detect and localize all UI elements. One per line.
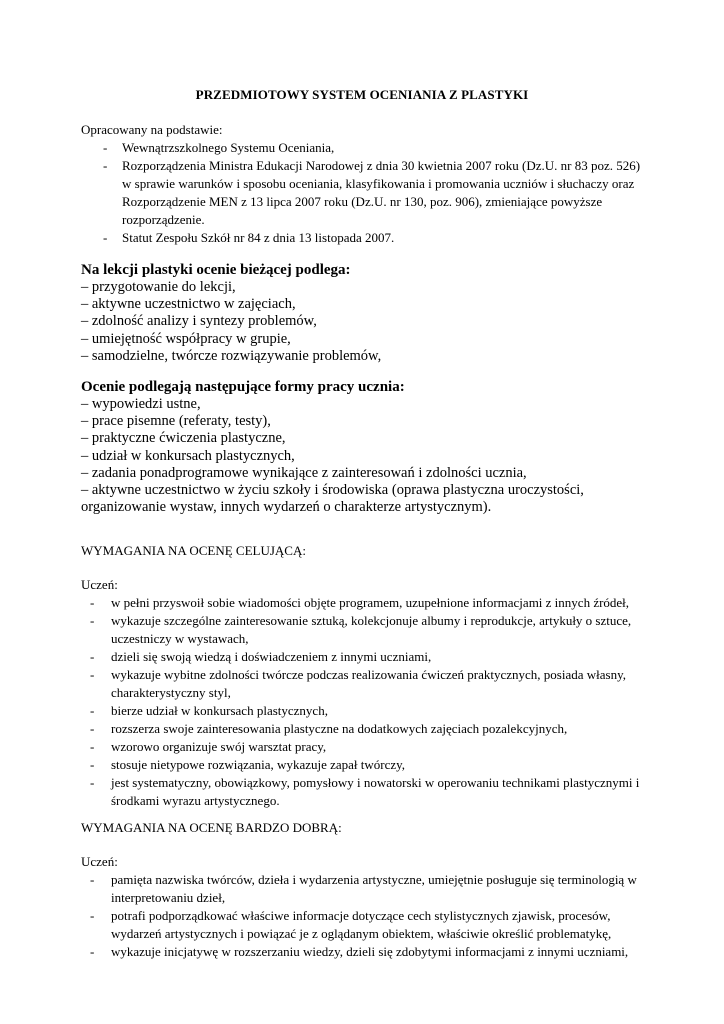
basis-intro: Opracowany na podstawie:	[81, 122, 223, 137]
list-item: - Rozporządzenia Ministra Edukacji Narodowej z dnia 30 kwietnia 2007 roku (Dz.U. nr 83 poz. 526) w sprawie warunków i sposobu oceniania, klasyfikowania i promowania uczniów i słuchaczy oraz Rozporządzenie MEN z 13 lipca 2007 roku (Dz.U. nr 130, poz. 906), zmieniające powyższe rozporządzenie.	[103, 158, 641, 227]
list-item: - w pełni przyswoił sobie wiadomości objęte programem, uzupełnione informacjami z innych źródeł,	[90, 595, 630, 610]
list-item: - wykazuje szczególne zainteresowanie sztuką, kolekcjonuje albumy i reprodukcje, artykuły o sztuce, uczestniczy w wystawach,	[90, 613, 632, 646]
celujaca-item-text: dzieli się swoją wiedzą i doświadczeniem z innymi uczniami,	[111, 649, 432, 664]
bardzo-dobra-heading: WYMAGANIA NA OCENĘ BARDZO DOBRĄ:	[81, 820, 342, 835]
bardzo-dobra-intro: Uczeń:	[81, 854, 118, 869]
celujaca-item-text: w pełni przyswoił sobie wiadomości objęte programem, uzupełnione informacjami z innych źródeł,	[111, 595, 630, 610]
list-item: – udział w konkursach plastycznych,	[81, 447, 295, 464]
lesson-heading: Na lekcji plastyki ocenie bieżącej podlega:	[81, 262, 351, 278]
list-item: - bierze udział w konkursach plastycznych,	[90, 703, 328, 718]
list-item: - jest systematyczny, obowiązkowy, pomysłowy i nowatorski w operowaniu technikami plastycznymi i środkami wyrazu artystycznego.	[90, 775, 640, 808]
list-item: – zadania ponadprogramowe wynikające z zainteresowań i zdolności ucznia,	[81, 464, 527, 481]
list-item: - pamięta nazwiska twórców, dzieła i wydarzenia artystyczne, umiejętnie posługuje się terminologią w interpretowaniu dzieł,	[90, 872, 637, 905]
list-item: - rozszerza swoje zainteresowania plastyczne na dodatkowych zajęciach pozalekcyjnych,	[90, 721, 568, 736]
list-item: - Wewnątrzszkolnego Systemu Oceniania,	[103, 140, 335, 155]
celujaca-section	[81, 542, 651, 810]
bardzo-dobra-section	[81, 819, 651, 961]
celujaca-item-text: stosuje nietypowe rozwiązania, wykazuje zapał twórczy,	[111, 757, 406, 772]
celujaca-heading: WYMAGANIA NA OCENĘ CELUJĄCĄ:	[81, 543, 306, 558]
basis-item-text: Rozporządzenia Ministra Edukacji Narodowej z dnia 30 kwietnia 2007 roku (Dz.U. nr 83 poz. 526) w sprawie warunków i sposobu oceniania, klasyfikowania i promowania uczniów i słuchaczy oraz Rozporządzenie MEN z 13 lipca 2007 roku (Dz.U. nr 130, poz. 906), zmieniające powyższe rozporządzenie.	[122, 158, 641, 227]
list-item: – zdolność analizy i syntezy problemów,	[81, 313, 317, 330]
celujaca-item-text: rozszerza swoje zainteresowania plastyczne na dodatkowych zajęciach pozalekcyjnych,	[111, 721, 568, 736]
bardzo-dobra-item-text: potrafi podporządkować właściwe informacje dotyczące cech stylistycznych zjawisk, procesów, wydarzeń artystycznych i powiązać je z oglądanym obiektem, właściwie określić problematykę,	[111, 908, 612, 941]
basis-section	[81, 121, 641, 247]
celujaca-intro: Uczeń:	[81, 577, 118, 592]
forms-section	[81, 378, 643, 516]
list-item: - dzieli się swoją wiedzą i doświadczeniem z innymi uczniami,	[90, 649, 432, 664]
list-item: - stosuje nietypowe rozwiązania, wykazuje zapał twórczy,	[90, 757, 406, 772]
basis-item-text: Wewnątrzszkolnego Systemu Oceniania,	[122, 140, 335, 155]
list-item: – prace pisemne (referaty, testy),	[81, 413, 271, 430]
forms-heading: Ocenie podlegają następujące formy pracy ucznia:	[81, 379, 405, 395]
bardzo-dobra-item-text: wykazuje inicjatywę w rozszerzaniu wiedzy, dzieli się zdobytymi informacjami z innymi uczniami,	[111, 944, 629, 959]
celujaca-item-text: jest systematyczny, obowiązkowy, pomysłowy i nowatorski w operowaniu technikami plastycznymi i środkami wyrazu artystycznego.	[111, 775, 640, 808]
list-item: - wykazuje wybitne zdolności twórcze podczas realizowania ćwiczeń praktycznych, posiada własny, charakterystyczny styl,	[90, 667, 626, 700]
list-item: – aktywne uczestnictwo w życiu szkoły i środowiska (oprawa plastyczna uroczystości, organizowanie wystaw, innych wydarzeń o charakterze artystycznym).	[81, 482, 584, 516]
celujaca-item-text: wzorowo organizuje swój warsztat pracy,	[111, 739, 327, 754]
list-item: – samodzielne, twórcze rozwiązywanie problemów,	[81, 347, 382, 364]
bardzo-dobra-item-text: pamięta nazwiska twórców, dzieła i wydarzenia artystyczne, umiejętnie posługuje się terminologią w interpretowaniu dzieł,	[111, 872, 637, 905]
list-item: – aktywne uczestnictwo w zajęciach,	[81, 296, 296, 313]
lesson-section	[81, 261, 661, 365]
list-item: - wykazuje inicjatywę w rozszerzaniu wiedzy, dzieli się zdobytymi informacjami z innymi uczniami,	[90, 944, 629, 959]
list-item: – przygotowanie do lekcji,	[81, 279, 236, 295]
list-item: - Statut Zespołu Szkół nr 84 z dnia 13 listopada 2007.	[103, 230, 395, 245]
list-item: – wypowiedzi ustne,	[81, 396, 201, 412]
list-item: - potrafi podporządkować właściwe informacje dotyczące cech stylistycznych zjawisk, procesów, wydarzeń artystycznych i powiązać je z oglądanym obiektem, właściwie określić problematykę,	[90, 908, 612, 941]
celujaca-item-text: bierze udział w konkursach plastycznych,	[111, 703, 328, 718]
list-item: - wzorowo organizuje swój warsztat pracy,	[90, 739, 327, 754]
basis-item-text: Statut Zespołu Szkół nr 84 z dnia 13 listopada 2007.	[122, 230, 395, 245]
celujaca-item-text: wykazuje wybitne zdolności twórcze podczas realizowania ćwiczeń praktycznych, posiada własny, charakterystyczny styl,	[111, 667, 626, 700]
celujaca-item-text: wykazuje szczególne zainteresowanie sztuką, kolekcjonuje albumy i reprodukcje, artykuły o sztuce, uczestniczy w wystawach,	[111, 613, 632, 646]
list-item: – praktyczne ćwiczenia plastyczne,	[81, 430, 286, 447]
list-item: – umiejętność współpracy w grupie,	[81, 330, 291, 347]
document-title: PRZEDMIOTOWY SYSTEM OCENIANIA Z PLASTYKI	[195, 87, 529, 102]
